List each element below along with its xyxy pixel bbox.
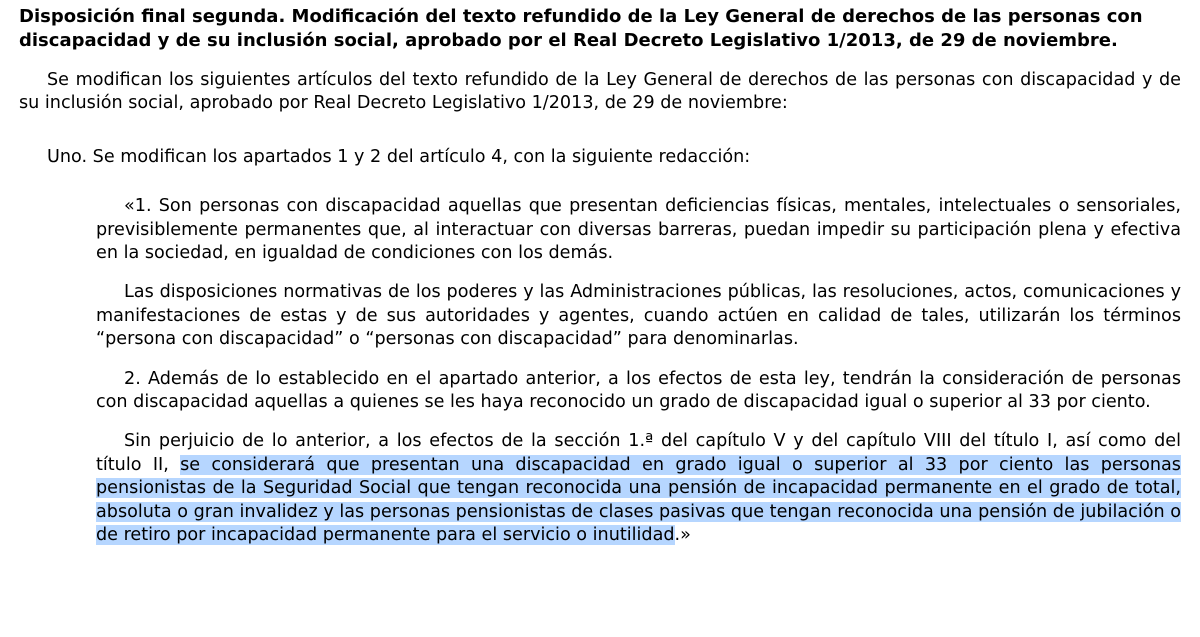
text-selection-highlight[interactable]: se considerará que presentan una discapacidad en grado igual o superior al 33 por ciento las personas pensionistas de la Seguridad Social que tengan reconocida una pensión de incapacidad permanente en el grado de total, absoluta o gran invalidez y las personas pensionistas de clases pasivas que tengan reconocida una pensión de jubilación o de retiro por incapacidad permanente para el servicio o inutilidad (96, 454, 1181, 546)
paragraph-4-leading-text: Sin perjuicio de lo anterior, a los efectos de la sección 1.ª del capítulo V y del capítulo VIII del título I, así como del título II, (96, 431, 1181, 475)
article-paragraph-1: «1. Son personas con discapacidad aquellas que presentan deficiencias físicas, mentales, intelectuales o sensoriales, previsiblemente permanentes que, al interactuar con diversas barreras, puedan impedir su participación plena y efectiva en la sociedad, en igualdad de condiciones con los demás. (96, 196, 1181, 264)
article-paragraph-2: Las disposiciones normativas de los poderes y las Administraciones públicas, las resoluciones, actos, comunicaciones y manifestaciones de estas y de sus autoridades y agentes, cuando actúen en calidad de tales, utilizarán los términos “persona con discapacidad” o “personas con discapacidad” para denominarlas. (96, 282, 1181, 350)
article-paragraph-3: 2. Además de lo establecido en el apartado anterior, a los efectos de esta ley, tendrán la consideración de personas con discapacidad aquellas a quienes se les haya reconocido un grado de discapacidad igual o superior al 33 por ciento. (96, 368, 1181, 413)
intro-paragraph: Se modifican los siguientes artículos del texto refundido de la Ley General de derechos de las personas con discapacidad y de su inclusión social, aprobado por Real Decreto Legislativo 1/2013, de 29 de noviembre: (19, 70, 1181, 114)
item-uno-paragraph: Uno. Se modifican los apartados 1 y 2 del artículo 4, con la siguiente redacción: (47, 146, 751, 167)
section-heading: Disposición final segunda. Modificación del texto refundido de la Ley General de derechos de las personas con discapacidad y de su inclusión social, aprobado por el Real Decreto Legislativo 1/2013, de 29 de noviembre. (19, 6, 1143, 51)
paragraph-4-trailing-text: .» (674, 525, 691, 546)
quoted-article-text (19, 195, 1181, 547)
article-paragraph-4 (96, 430, 1181, 547)
